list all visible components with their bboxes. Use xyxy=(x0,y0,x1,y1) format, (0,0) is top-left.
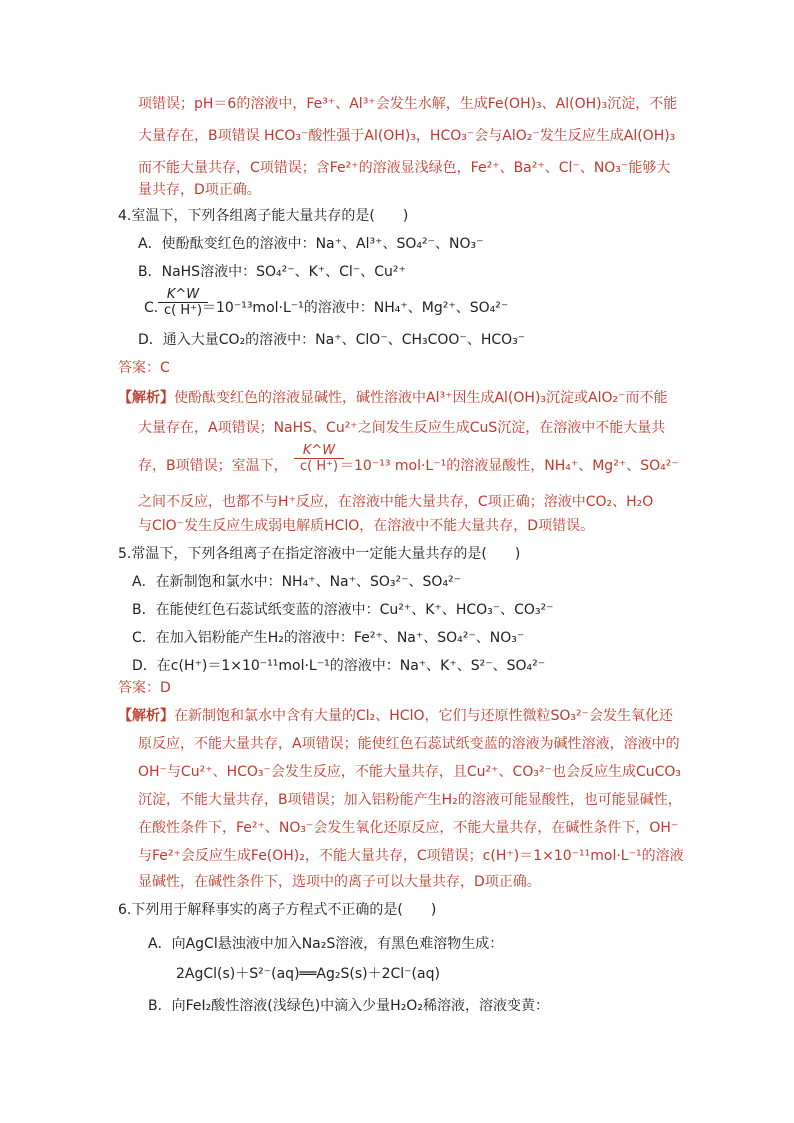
analysis-line: 项错误；pH＝6的溶液中，Fe³⁺、Al³⁺会发生水解，生成Fe(OH)₃、Al(OH)₃沉淀，不能 xyxy=(138,96,678,112)
option-d: D．在c(H⁺)＝1×10⁻¹¹mol·L⁻¹的溶液中：Na⁺、K⁺、S²⁻、SO₄²⁻ xyxy=(132,658,546,674)
fraction-numerator: K^W xyxy=(302,443,336,458)
answer: 答案：C xyxy=(118,360,170,376)
analysis-line: 之间不反应，也都不与H⁺反应，在溶液中能大量共存，C项正确；溶液中CO₂、H₂O xyxy=(138,494,654,510)
option-a: A．在新制饱和氯水中：NH₄⁺、Na⁺、SO₃²⁻、SO₄²⁻ xyxy=(132,574,462,590)
analysis-line: 大量存在，A项错误；NaHS、Cu²⁺之间发生反应生成CuS沉淀，在溶液中不能大量共 xyxy=(138,420,666,436)
analysis-line: 与Fe²⁺会反应生成Fe(OH)₂，不能大量共存，C项错误；c(H⁺)＝1×10⁻¹¹mol·L⁻¹的溶液 xyxy=(138,848,684,864)
option-a: A．使酚酞变红色的溶液中：Na⁺、Al³⁺、SO₄²⁻、NO₃⁻ xyxy=(138,236,484,252)
analysis-line: 量共存，D项正确。 xyxy=(138,182,261,198)
analysis-line: 显碱性，在碱性条件下，选项中的离子可以大量共存，D项正确。 xyxy=(138,874,541,890)
analysis-line: 存，B项错误；室温下， xyxy=(138,458,288,474)
analysis-line: 大量存在，B项错误 HCO₃⁻酸性强于Al(OH)₃，HCO₃⁻会与AlO₂⁻发生反应生成Al(OH)₃ xyxy=(138,128,676,144)
analysis-text: 在新制饱和氯水中含有大量的Cl₂、HClO，它们与还原性微粒SO₃²⁻会发生氧化还 xyxy=(174,708,674,724)
fraction-numerator: K^W xyxy=(166,287,200,302)
fraction-denominator: c( H⁺) xyxy=(294,458,344,474)
analysis-line: 而不能大量共存，C项错误；含Fe²⁺的溶液显浅绿色，Fe²⁺、Ba²⁺、Cl⁻、NO₃⁻能够大 xyxy=(138,160,671,176)
equation: 2AgCl(s)＋S²⁻(aq)══Ag₂S(s)＋2Cl⁻(aq) xyxy=(176,966,440,982)
analysis-line: OH⁻与Cu²⁺、HCO₃⁻会发生反应，不能大量共存，且Cu²⁺、CO₃²⁻也会反应生成CuCO₃ xyxy=(138,764,682,780)
option-a: A．向AgCl悬浊液中加入Na₂S溶液，有黑色难溶物生成： xyxy=(148,936,504,952)
analysis-label: 【解析】 xyxy=(118,708,174,724)
analysis-line: 与ClO⁻发生反应生成弱电解质HClO，在溶液中不能大量共存，D项错误。 xyxy=(138,518,595,534)
option-d: D．通入大量CO₂的溶液中：Na⁺、ClO⁻、CH₃COO⁻、HCO₃⁻ xyxy=(138,332,526,348)
analysis-line: 在酸性条件下，Fe²⁺、NO₃⁻会发生氧化还原反应，不能大量共存，在碱性条件下，OH⁻ xyxy=(138,820,679,836)
analysis-line: ＝10⁻¹³ mol·L⁻¹的溶液显酸性，NH₄⁺、Mg²⁺、SO₄²⁻ xyxy=(340,458,679,474)
question-stem: 5.常温下，下列各组离子在指定溶液中一定能大量共存的是( ) xyxy=(118,546,521,562)
fraction-kw xyxy=(158,287,208,318)
analysis-tag xyxy=(118,386,668,410)
option-c: C．在加入铝粉能产生H₂的溶液中：Fe²⁺、Na⁺、SO₄²⁻、NO₃⁻ xyxy=(132,630,525,646)
question-stem: 4.室温下，下列各组离子能大量共存的是( ) xyxy=(118,208,409,224)
analysis-label: 【解析】 xyxy=(118,390,174,406)
fraction-kw xyxy=(294,443,344,474)
analysis-line: 沉淀，不能大量共存，B项错误；加入铝粉能产生H₂的溶液可能显酸性，也可能显碱性， xyxy=(138,792,682,808)
option-b: B．向FeI₂酸性溶液(浅绿色)中滴入少量H₂O₂稀溶液，溶液变黄： xyxy=(148,998,549,1014)
analysis-line: 原反应，不能大量共存，A项错误；能使红色石蕊试纸变蓝的溶液为碱性溶液，溶液中的 xyxy=(138,736,680,752)
option-b: B．NaHS溶液中：SO₄²⁻、K⁺、Cl⁻、Cu²⁺ xyxy=(138,264,406,280)
analysis-tag xyxy=(118,704,673,728)
option-b: B．在能使红色石蕊试纸变蓝的溶液中：Cu²⁺、K⁺、HCO₃⁻、CO₃²⁻ xyxy=(132,602,554,618)
option-c-text: ＝10⁻¹³mol·L⁻¹的溶液中：NH₄⁺、Mg²⁺、SO₄²⁻ xyxy=(202,300,509,316)
analysis-text: 使酚酞变红色的溶液显碱性，碱性溶液中Al³⁺因生成Al(OH)₃沉淀或AlO₂⁻而不能 xyxy=(174,390,668,406)
question-stem: 6.下列用于解释事实的离子方程式不正确的是( ) xyxy=(118,902,437,918)
fraction-denominator: c( H⁺) xyxy=(158,302,208,318)
answer: 答案：D xyxy=(118,680,171,696)
option-c-prefix: C. xyxy=(144,300,159,316)
